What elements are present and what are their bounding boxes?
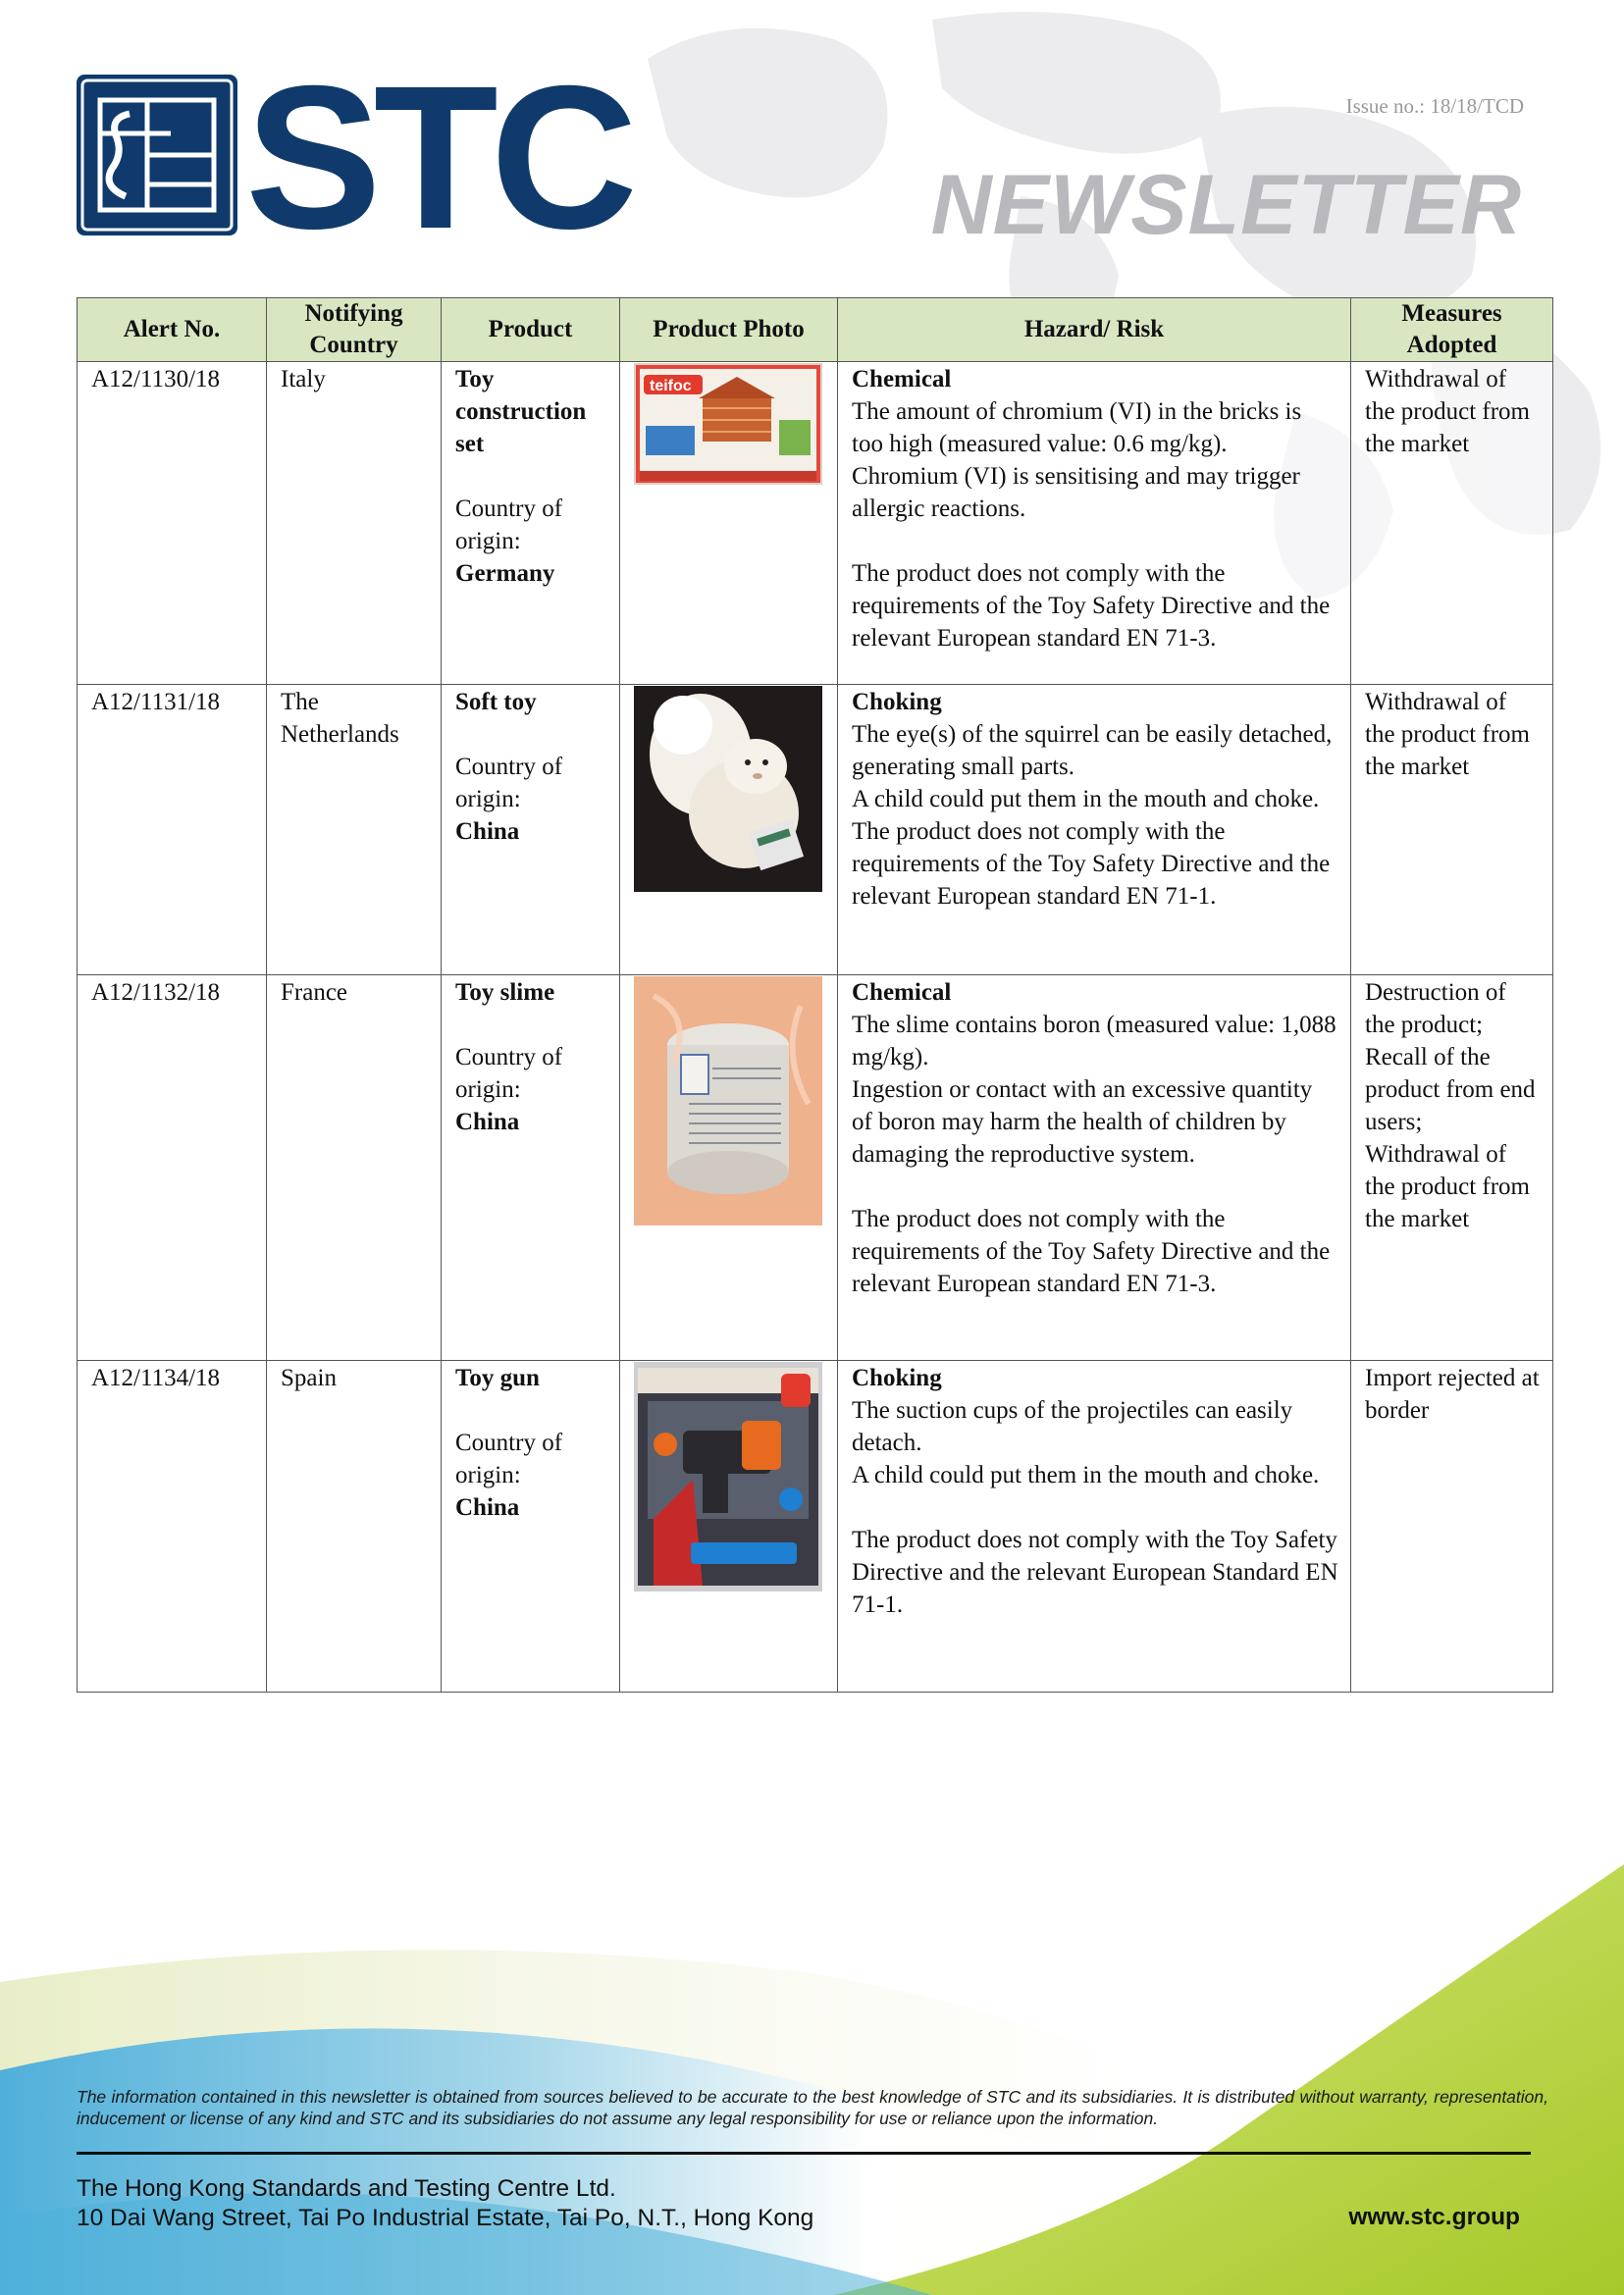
svg-text:teifoc: teifoc	[650, 378, 692, 394]
hazard-type: Choking	[852, 1365, 942, 1391]
table-row	[78, 685, 1553, 975]
product-cell	[442, 685, 620, 975]
hazard-description: The eye(s) of the squirrel can be easily detached, generating small parts. A child could put them in the mouth and choke. The product does not comply with the requirements of the Toy Safety Directive and the relevant European standard EN 71-1.	[852, 721, 1333, 910]
header-measures-adopted: Measures Adopted	[1351, 298, 1553, 362]
country-cell: The Netherlands	[267, 685, 442, 975]
table-row	[78, 975, 1553, 1361]
table-row	[78, 362, 1553, 685]
header-hazard-risk: Hazard/ Risk	[838, 298, 1351, 362]
issue-number: Issue no.: 18/18/TCD	[1345, 94, 1524, 118]
hazard-description: The suction cups of the projectiles can easily detach. A child could put them in the mouth and choke.	[852, 1397, 1320, 1488]
alerts-table	[77, 297, 1553, 1693]
country-cell: France	[267, 975, 442, 1361]
photo-cell	[620, 975, 838, 1361]
company-name: The Hong Kong Standards and Testing Centre Ltd.	[77, 2175, 616, 2202]
header-product: Product	[442, 298, 620, 362]
hazard-description: The slime contains boron (measured value: 1,088 mg/kg). Ingestion or contact with an excessive quantity of boron may harm the health of children by damaging the reproductive system.	[852, 1012, 1336, 1168]
product-name: Soft toy	[455, 689, 537, 715]
stc-wordmark	[245, 59, 677, 245]
origin-label: Country of origin:	[455, 754, 563, 812]
footer-divider	[77, 2152, 1531, 2155]
alert-no-cell: A12/1131/18	[78, 685, 267, 975]
hazard-type: Chemical	[852, 979, 952, 1006]
toy-slime-photo	[634, 976, 822, 1226]
measures-cell: Withdrawal of the product from the market	[1351, 362, 1553, 685]
header-notifying-country: Notifying Country	[267, 298, 442, 362]
compliance-statement: The product does not comply with the requirements of the Toy Safety Directive and the relevant European standard EN 71-3.	[852, 560, 1331, 652]
hazard-cell	[838, 1361, 1351, 1693]
origin-value: China	[455, 1494, 520, 1521]
alert-no-cell: A12/1134/18	[78, 1361, 267, 1693]
product-name: Toy construction set	[455, 366, 587, 457]
compliance-statement: The product does not comply with the Toy Safety Directive and the relevant European Standard EN 71-1.	[852, 1527, 1338, 1618]
origin-label: Country of origin:	[455, 1044, 563, 1103]
alert-no-cell: A12/1130/18	[78, 362, 267, 685]
disclaimer-text: The information contained in this newsletter is obtained from sources believed to be accurate to the best knowledge of STC and its subsidiaries. It is distributed without warranty, representation, inducement or license of any kind and STC and its subsidiaries do not assume any legal responsibility for use or reliance upon the information.	[77, 2087, 1548, 2128]
hazard-cell	[838, 975, 1351, 1361]
origin-value: Germany	[455, 560, 555, 587]
hazard-cell	[838, 362, 1351, 685]
country-cell: Italy	[267, 362, 442, 685]
hazard-type: Choking	[852, 689, 942, 715]
stc-logo-icon	[77, 75, 237, 235]
photo-cell	[620, 1361, 838, 1693]
origin-value: China	[455, 1109, 520, 1135]
hazard-type: Chemical	[852, 366, 952, 392]
photo-cell	[620, 362, 838, 685]
alert-no-cell: A12/1132/18	[78, 975, 267, 1361]
product-name: Toy slime	[455, 979, 555, 1006]
product-cell	[442, 362, 620, 685]
product-cell	[442, 1361, 620, 1693]
hazard-description: The amount of chromium (VI) in the bricks is too high (measured value: 0.6 mg/kg). Chromium (VI) is sensitising and may trigger allergic reactions.	[852, 398, 1302, 522]
compliance-statement: The product does not comply with the requirements of the Toy Safety Directive and the relevant European standard EN 71-3.	[852, 1206, 1331, 1297]
website-link[interactable]: www.stc.group	[1348, 2204, 1520, 2230]
header-alert-no: Alert No.	[78, 298, 267, 362]
company-address: 10 Dai Wang Street, Tai Po Industrial Estate, Tai Po, N.T., Hong Kong	[77, 2205, 814, 2231]
svg-text:STC: STC	[245, 59, 630, 245]
toy-construction-set-photo	[634, 363, 822, 485]
table-row	[78, 1361, 1553, 1693]
toy-gun-photo	[634, 1362, 822, 1591]
origin-label: Country of origin:	[455, 1430, 563, 1488]
newsletter-title: NEWSLETTER	[930, 158, 1522, 252]
origin-label: Country of origin:	[455, 496, 563, 554]
country-cell: Spain	[267, 1361, 442, 1693]
hazard-cell	[838, 685, 1351, 975]
measures-cell: Import rejected at border	[1351, 1361, 1553, 1693]
header-product-photo: Product Photo	[620, 298, 838, 362]
product-name: Toy gun	[455, 1365, 540, 1391]
measures-cell: Destruction of the product; Recall of the product from end users; Withdrawal of the product from the market	[1351, 975, 1553, 1361]
company-info	[77, 2174, 813, 2233]
origin-value: China	[455, 818, 520, 845]
product-cell	[442, 975, 620, 1361]
soft-toy-photo	[634, 686, 822, 892]
table-header-row	[78, 298, 1553, 362]
measures-cell: Withdrawal of the product from the market	[1351, 685, 1553, 975]
photo-cell	[620, 685, 838, 975]
